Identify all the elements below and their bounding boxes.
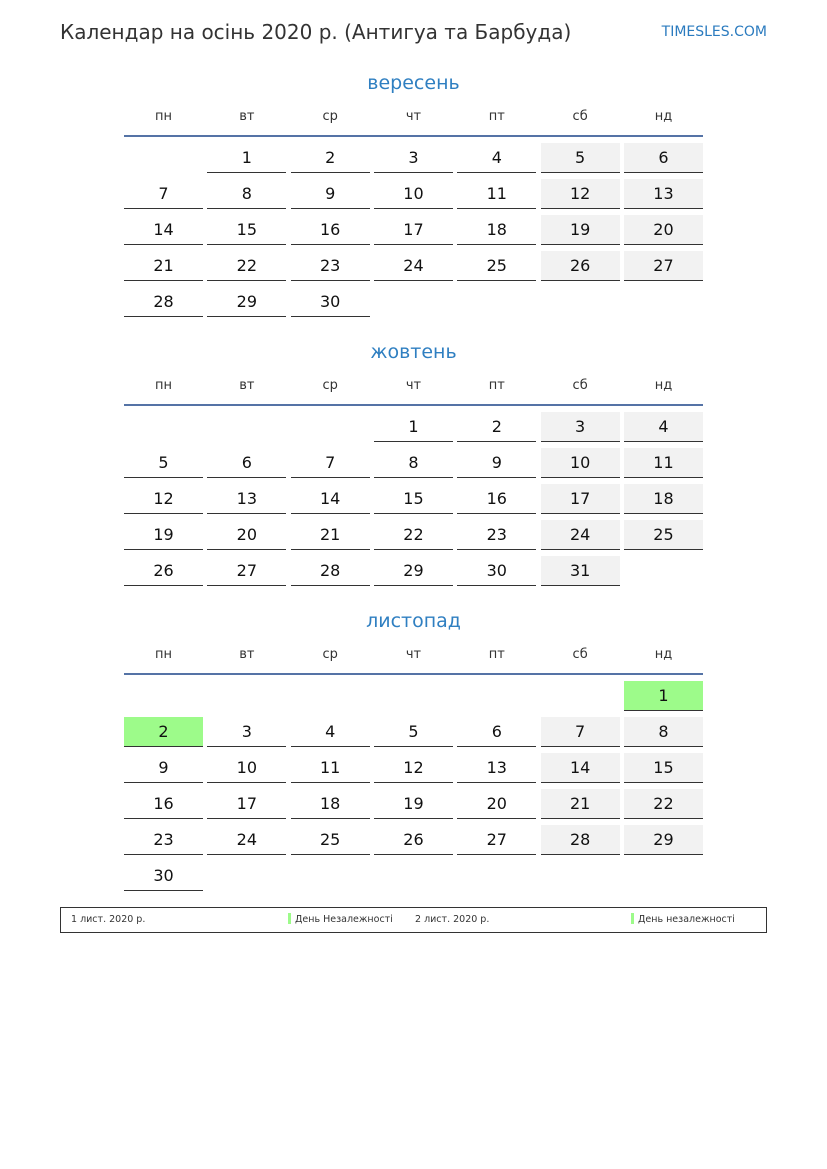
weekday-header [124,107,703,137]
day-cell: 17 [541,484,620,514]
day-cell-empty [457,287,536,316]
weekday-label: пн [155,647,172,662]
weekday-label: чт [405,109,422,124]
day-cell-empty [457,681,536,710]
week-row [124,753,703,783]
day-cell: 9 [124,753,203,783]
weekday-label: чт [405,378,422,393]
day-cell: 7 [124,179,203,209]
day-cell: 29 [374,556,453,586]
day-cell: 1 [374,412,453,442]
day-cell-empty [374,681,453,710]
day-cell: 6 [624,143,703,173]
holiday-color-marker [288,913,291,924]
day-cell: 5 [541,143,620,173]
day-cell-empty [374,287,453,316]
weekday-label: ср [322,109,338,124]
day-cell: 24 [541,520,620,550]
day-cell: 31 [541,556,620,586]
day-cell: 15 [624,753,703,783]
day-cell: 21 [541,789,620,819]
day-cell: 27 [207,556,286,586]
day-cell-empty [624,861,703,890]
weekday-label: пт [488,109,505,124]
weekday-label: вт [239,378,255,393]
day-cell: 6 [457,717,536,747]
week-row [124,484,703,514]
day-cell: 15 [374,484,453,514]
day-cell-empty [207,861,286,890]
day-cell: 8 [207,179,286,209]
weekday-label: вт [239,647,255,662]
day-cell-empty [124,143,203,172]
day-cell: 21 [291,520,370,550]
week-row [124,861,703,891]
week-row [124,179,703,209]
holiday-legend [60,907,767,933]
day-cell: 4 [291,717,370,747]
day-cell: 4 [457,143,536,173]
day-cell: 27 [624,251,703,281]
day-cell: 8 [624,717,703,747]
day-cell: 9 [291,179,370,209]
week-row [124,215,703,245]
holiday-name [631,914,735,925]
day-cell-empty [374,861,453,890]
weekday-label: ср [322,647,338,662]
day-cell: 14 [291,484,370,514]
weekday-label: пн [155,378,172,393]
day-cell: 30 [124,861,203,891]
day-cell: 8 [374,448,453,478]
weekday-label: сб [572,378,588,393]
day-cell: 9 [457,448,536,478]
day-cell: 22 [624,789,703,819]
day-cell: 16 [124,789,203,819]
day-cell: 12 [374,753,453,783]
holiday-date: 2 лист. 2020 р. [415,914,490,925]
day-cell: 23 [124,825,203,855]
day-cell: 20 [207,520,286,550]
month-title: жовтень [370,341,457,363]
week-row [124,789,703,819]
day-cell: 20 [624,215,703,245]
day-cell-empty [124,412,203,441]
day-cell: 12 [541,179,620,209]
day-cell: 28 [124,287,203,317]
weekday-header [124,376,703,406]
day-cell: 3 [207,717,286,747]
day-cell-empty [457,861,536,890]
month-block [124,338,703,586]
day-cell: 10 [541,448,620,478]
holiday-color-marker [631,913,634,924]
weekday-label: чт [405,647,422,662]
day-cell: 1 [624,681,703,711]
weekday-label: вт [239,109,255,124]
weekday-label: нд [654,378,673,393]
day-cell: 23 [291,251,370,281]
day-cell: 2 [291,143,370,173]
day-cell: 26 [374,825,453,855]
day-cell: 18 [457,215,536,245]
day-cell: 11 [291,753,370,783]
day-cell: 19 [541,215,620,245]
day-cell: 29 [624,825,703,855]
weekday-label: пт [488,378,505,393]
day-cell: 11 [457,179,536,209]
day-cell: 30 [457,556,536,586]
weekday-label: пт [488,647,505,662]
day-cell: 7 [541,717,620,747]
holiday-name-text: День Незалежності [295,914,393,925]
month-title: листопад [366,610,461,632]
day-cell-empty [541,681,620,710]
week-row [124,143,703,173]
day-cell-empty [291,412,370,441]
holiday-date: 1 лист. 2020 р. [71,914,146,925]
day-cell: 25 [291,825,370,855]
week-row [124,825,703,855]
page-title: Календар на осінь 2020 р. (Антигуа та Барбуда) [60,20,572,44]
day-cell-empty [541,861,620,890]
day-cell: 22 [207,251,286,281]
weekday-label: нд [654,109,673,124]
day-cell: 6 [207,448,286,478]
week-row [124,681,703,711]
day-cell: 18 [624,484,703,514]
day-cell: 26 [124,556,203,586]
month-block [124,607,703,891]
weekday-label: ср [322,378,338,393]
day-cell-empty [541,287,620,316]
weekday-label: сб [572,647,588,662]
holiday-name-text: День незалежності [638,914,735,925]
month-title: вересень [367,72,460,94]
day-cell: 13 [457,753,536,783]
day-cell: 4 [624,412,703,442]
day-cell: 24 [207,825,286,855]
day-cell-empty [207,412,286,441]
day-cell: 11 [624,448,703,478]
day-cell: 24 [374,251,453,281]
day-cell: 19 [374,789,453,819]
day-cell: 30 [291,287,370,317]
week-row [124,448,703,478]
day-cell-empty [291,861,370,890]
day-cell: 2 [124,717,203,747]
day-cell: 7 [291,448,370,478]
day-cell: 2 [457,412,536,442]
day-cell: 10 [207,753,286,783]
week-row [124,520,703,550]
day-cell: 1 [207,143,286,173]
day-cell: 19 [124,520,203,550]
day-cell: 16 [457,484,536,514]
week-row [124,717,703,747]
day-cell: 23 [457,520,536,550]
month-block [124,69,703,317]
day-cell: 17 [374,215,453,245]
day-cell: 28 [541,825,620,855]
week-row [124,556,703,586]
day-cell: 13 [624,179,703,209]
day-cell: 12 [124,484,203,514]
day-cell: 16 [291,215,370,245]
day-cell-empty [124,681,203,710]
day-cell: 5 [374,717,453,747]
day-cell: 21 [124,251,203,281]
day-cell-empty [624,287,703,316]
day-cell: 25 [624,520,703,550]
day-cell: 20 [457,789,536,819]
week-row [124,251,703,281]
week-row [124,287,703,317]
week-row [124,412,703,442]
day-cell-empty [207,681,286,710]
day-cell: 27 [457,825,536,855]
brand-link[interactable]: TIMESLES.COM [661,24,767,40]
day-cell: 15 [207,215,286,245]
day-cell: 18 [291,789,370,819]
day-cell: 22 [374,520,453,550]
day-cell: 10 [374,179,453,209]
weekday-label: сб [572,109,588,124]
day-cell: 17 [207,789,286,819]
day-cell: 3 [541,412,620,442]
day-cell: 13 [207,484,286,514]
day-cell: 25 [457,251,536,281]
day-cell-empty [624,556,703,585]
day-cell: 28 [291,556,370,586]
day-cell: 3 [374,143,453,173]
weekday-label: пн [155,109,172,124]
day-cell: 14 [124,215,203,245]
weekday-label: нд [654,647,673,662]
day-cell: 14 [541,753,620,783]
day-cell-empty [291,681,370,710]
day-cell: 26 [541,251,620,281]
day-cell: 5 [124,448,203,478]
weekday-header [124,645,703,675]
holiday-name [288,914,393,925]
day-cell: 29 [207,287,286,317]
